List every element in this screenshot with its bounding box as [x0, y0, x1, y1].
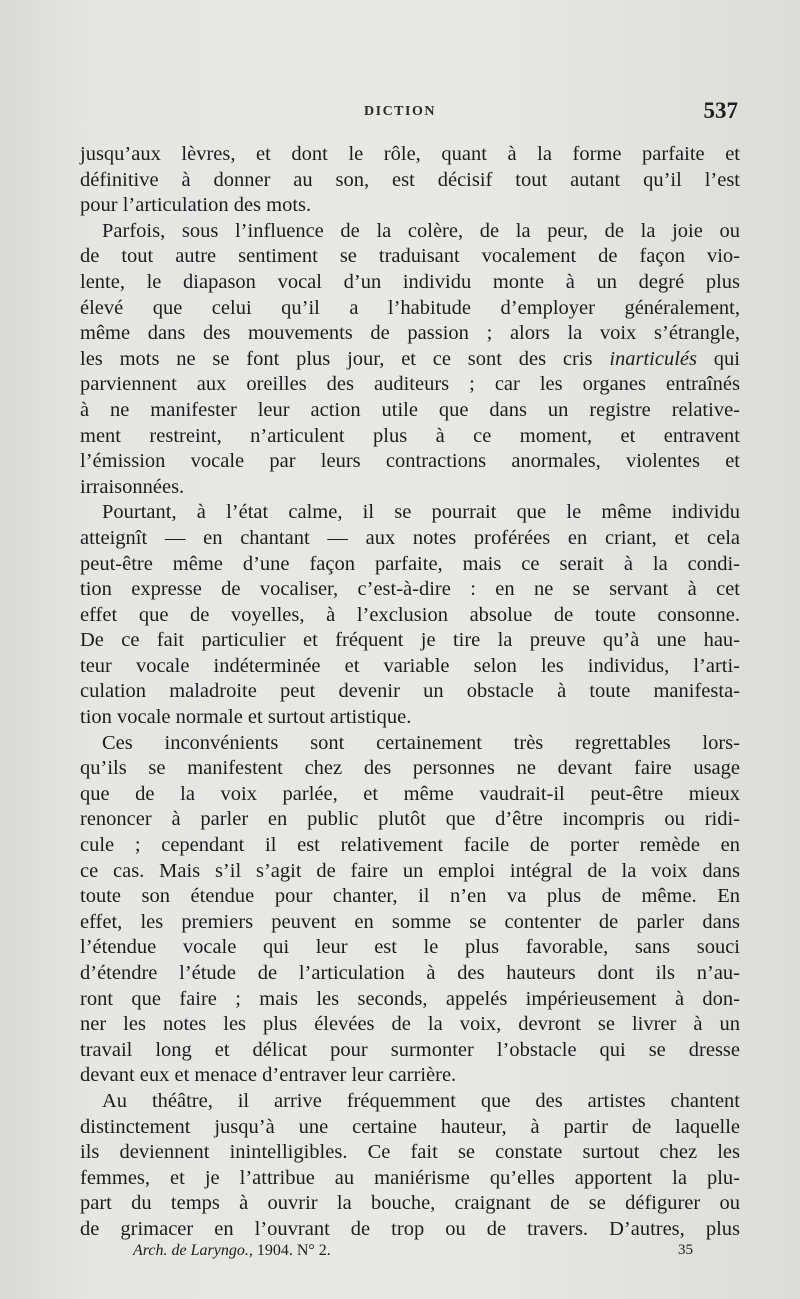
text-line: distinctement jusqu’à une certaine hauteur, à partir de laquelle: [80, 1115, 740, 1138]
text-line: Au théâtre, il arrive fréquemment que des artistes chantent: [102, 1089, 740, 1112]
text-line: peut-être même d’une façon parfaite, mais ce serait à la condi-: [80, 552, 740, 575]
journal-details: , 1904. N° 2.: [248, 1242, 331, 1259]
text-line: ils deviennent inintelligibles. Ce fait se constate surtout chez les: [80, 1141, 740, 1164]
text-line: De ce fait particulier et fréquent je tire la preuve qu’à une hau-: [80, 629, 740, 652]
text-line: Pourtant, à l’état calme, il se pourrait que le même individu: [102, 501, 740, 524]
text-line: de tout autre sentiment se traduisant vocalement de façon vio-: [80, 245, 740, 268]
text-line: part du temps à ouvrir la bouche, craignant de se défigurer ou: [80, 1192, 740, 1215]
text-line: culation maladroite peut devenir un obstacle à toute manifesta-: [80, 680, 740, 703]
text-line: parviennent aux oreilles des auditeurs ; car les organes entraînés: [80, 373, 740, 396]
text-line: qu’ils se manifestent chez des personnes ne devant faire usage: [80, 757, 740, 780]
text-line: tion expresse de vocaliser, c’est-à-dire : en ne se servant à cet: [80, 578, 740, 601]
text-line: teur vocale indéterminée et variable selon les individus, l’arti-: [80, 654, 740, 677]
text-line: toute son étendue pour chanter, il n’en va plus de même. En: [80, 885, 740, 908]
text-line: effet que de voyelles, à l’exclusion absolue de toute consonne.: [80, 603, 740, 626]
text-line: atteignît — en chantant — aux notes proférées en criant, et cela: [80, 526, 740, 549]
text-line: tion vocale normale et surtout artistique.: [80, 706, 412, 729]
text-line: l’émission vocale par leurs contractions anormales, violentes et: [80, 450, 740, 473]
text-line: ment restreint, n’articulent plus à ce moment, et entravent: [80, 424, 740, 447]
text-line: travail long et délicat pour surmonter l’obstacle qui se dresse: [80, 1038, 740, 1061]
text-line: que de la voix parlée, et même vaudrait-il peut-être mieux: [80, 782, 740, 805]
text-line: ront que faire ; mais les seconds, appelés impérieusement à don-: [80, 987, 740, 1010]
journal-name: Arch. de Laryngo.: [133, 1242, 249, 1259]
emphasis: inarticulés: [609, 347, 697, 370]
page-footer: [0, 1242, 800, 1266]
text-line: effet, les premiers peuvent en somme se contenter de parler dans: [80, 910, 740, 933]
text-line: lente, le diapason vocal d’un individu monte à un degré plus: [80, 270, 740, 293]
text-line: Ces inconvénients sont certainement très regrettables lors-: [102, 731, 740, 754]
text-line: Parfois, sous l’influence de la colère, de la peur, de la joie ou: [102, 219, 740, 242]
text-line: irraisonnées.: [80, 475, 185, 498]
text-line: ner les notes les plus élevées de la voix, devront se livrer à un: [80, 1013, 740, 1036]
text-line: cule ; cependant il est relativement facile de porter remède en: [80, 834, 740, 857]
text-line: l’étendue vocale qui leur est le plus favorable, sans souci: [80, 936, 740, 959]
text-line: élevé que celui qu’il a l’habitude d’employer généralement,: [80, 296, 740, 319]
text-line: renoncer à parler en public plutôt que d’être incompris ou ridi-: [80, 808, 740, 831]
page-header: [0, 98, 800, 132]
text-line: femmes, et je l’attribue au maniérisme qu’elles apportent la plu-: [80, 1166, 740, 1189]
body-text: [80, 142, 740, 1243]
text-line: ce cas. Mais s’il s’agit de faire un emploi intégral de la voix dans: [80, 859, 740, 882]
footer-citation: [133, 1242, 331, 1260]
text-line: définitive à donner au son, est décisif tout autant qu’il l’est: [80, 168, 740, 191]
text-line: jusqu’aux lèvres, et dont le rôle, quant à la forme parfaite et: [80, 143, 740, 165]
text-line: les mots ne se font plus jour, et ce sont des cris inarticulés qui: [80, 347, 740, 370]
page-number: 537: [703, 98, 738, 123]
text-line: devant eux et menace d’entraver leur carrière.: [80, 1064, 457, 1087]
running-head: DICTION: [364, 104, 436, 119]
text-line: d’étendre l’étude de l’articulation à des hauteurs dont ils n’au-: [80, 962, 740, 984]
text-line: pour l’articulation des mots.: [80, 194, 312, 217]
signature-mark: 35: [678, 1242, 693, 1258]
text-line: de grimacer en l’ouvrant de trop ou de travers. D’autres, plus: [80, 1217, 740, 1240]
text-line: à ne manifester leur action utile que dans un registre relative-: [80, 398, 740, 421]
text-line: même dans des mouvements de passion ; alors la voix s’étrangle,: [80, 322, 740, 345]
